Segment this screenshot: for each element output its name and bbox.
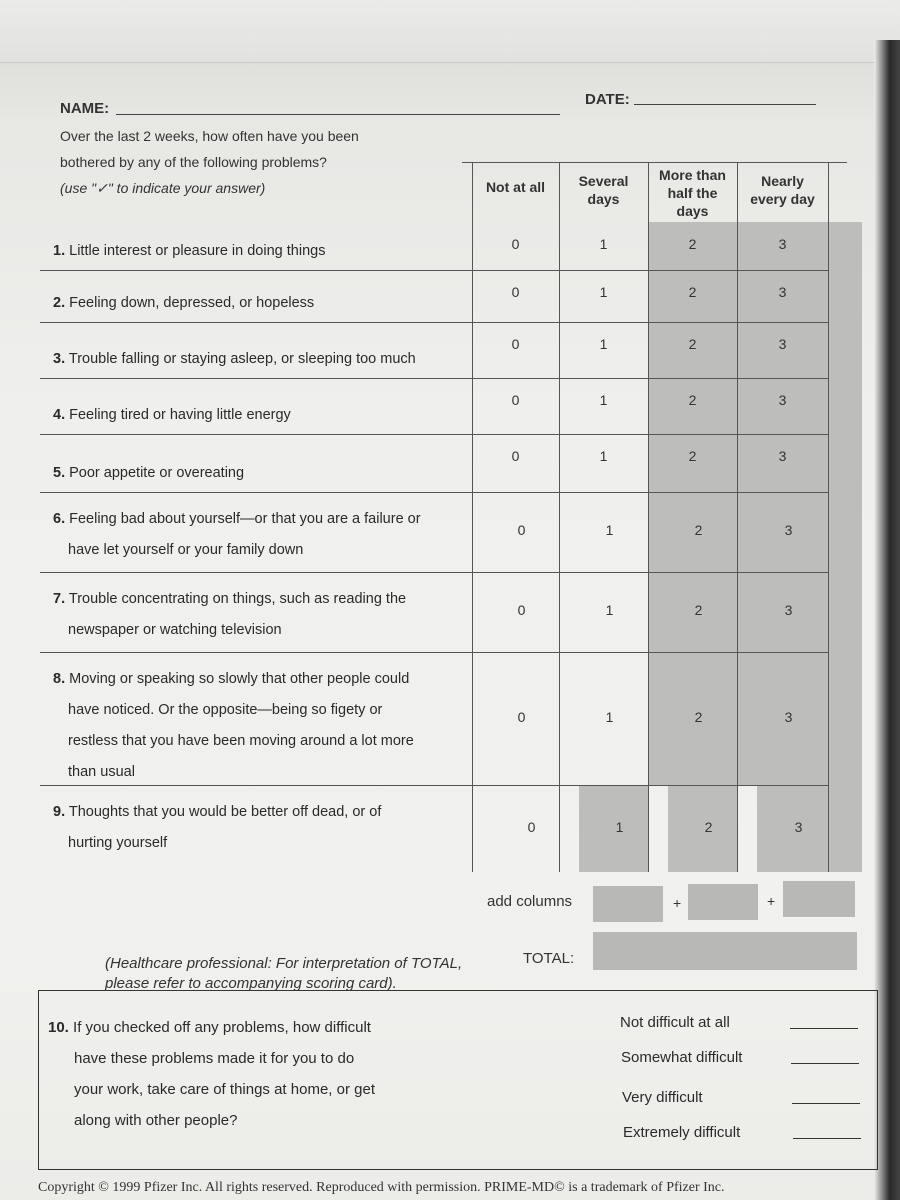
answer-option[interactable]: 2 [694,522,703,538]
q10-line [74,1105,237,1136]
answer-option[interactable]: 3 [778,284,787,300]
shaded-cell [737,378,862,434]
answer-option[interactable]: 0 [511,284,520,300]
shaded-cell [737,270,862,322]
add-columns-label: add columns [487,893,573,910]
answer-option[interactable]: 1 [615,818,624,835]
difficulty-option-2: Very difficult [622,1089,703,1106]
intro-line-3: (use "✓" to indicate your answer) [60,180,266,196]
question-number: 1. [53,243,66,259]
answer-option[interactable]: 2 [688,236,697,252]
answer-option[interactable]: 3 [794,818,803,835]
intro-line-1: Over the last 2 weeks, how often have you been [60,128,359,144]
answer-option[interactable]: 3 [778,392,787,408]
question-text: Little interest or pleasure in doing things [69,243,326,259]
answer-option[interactable]: 0 [511,448,520,464]
difficulty-answer-line-3[interactable] [793,1138,861,1139]
q10-line [48,1012,371,1043]
answer-option[interactable]: 3 [778,336,787,352]
column-header-line: Nearly [761,173,804,189]
question-text: Poor appetite or overeating [69,465,245,481]
total-label: TOTAL: [523,950,575,967]
q10-line [74,1074,375,1105]
answer-option[interactable]: 0 [527,818,536,835]
question-number: 7. [53,591,66,607]
name-label: NAME: [60,100,110,117]
question-text: Moving or speaking so slowly that other people could [69,671,410,687]
row-divider [40,492,828,493]
column-header-2 [648,166,737,220]
column-header-0 [472,178,559,196]
difficulty-option-1: Somewhat difficult [621,1049,743,1066]
question-text: Feeling bad about yourself—or that you are a failure or [69,511,421,527]
question-8 [53,664,473,788]
answer-option[interactable]: 2 [694,708,703,725]
date-field-line[interactable] [634,90,816,105]
copyright-footer: Copyright © 1999 Pfizer Inc. All rights reserved. Reproduced with permission. PRIME-MD© is a trademark of Pfizer Inc. [38,1180,725,1195]
column-header-line: days [587,191,620,207]
answer-option[interactable]: 0 [517,602,526,618]
answer-option[interactable]: 1 [599,392,608,408]
question-number: 6. [53,511,66,527]
difficulty-option-3: Extremely difficult [623,1124,741,1141]
q10-text: along with other people? [74,1112,238,1129]
grid-vline [828,162,829,872]
shaded-cell [737,222,862,270]
question-text: Thoughts that you would be better off dead, or of [68,804,382,820]
question-6 [53,504,473,566]
scoring-note-line-1: (Healthcare professional: For interpretation of TOTAL, [105,955,463,972]
answer-option[interactable]: 3 [778,448,787,464]
answer-option[interactable]: 2 [688,284,697,300]
difficulty-option-0: Not difficult at all [620,1014,730,1031]
answer-option[interactable]: 2 [688,448,697,464]
question-text: newspaper or watching television [68,622,282,638]
question-text: than usual [68,764,135,780]
question-text: have noticed. Or the opposite—being so figety or [68,702,383,718]
question-text: Feeling tired or having little energy [69,407,291,423]
question-number: 9. [53,804,66,820]
answer-option[interactable]: 3 [784,602,793,618]
answer-option[interactable]: 0 [511,392,520,408]
sum-box-3[interactable] [783,881,855,917]
answer-option[interactable]: 1 [599,448,608,464]
answer-option[interactable]: 2 [694,602,703,618]
answer-option[interactable]: 0 [511,236,520,252]
intro-line-2: bothered by any of the following problems? [60,154,327,170]
answer-option[interactable]: 3 [778,236,787,252]
column-header-line: Not at all [485,179,546,195]
question-3 [53,344,473,375]
answer-option[interactable]: 1 [605,522,614,538]
question-1 [53,236,473,267]
column-header-line: Several [578,173,629,189]
answer-option[interactable]: 1 [599,236,608,252]
grid-hline [462,162,847,163]
question-9 [53,797,473,859]
grid-vline [559,162,560,872]
q10-text: your work, take care of things at home, or get [74,1081,375,1098]
row-divider [40,270,828,271]
answer-option[interactable]: 1 [599,284,608,300]
q10-line [74,1043,354,1074]
question-4 [53,400,473,431]
answer-option[interactable]: 1 [605,708,614,725]
column-header-1 [559,172,648,208]
plus-sign-1: + [673,895,682,911]
question-7 [53,584,473,646]
sum-box-2[interactable] [688,884,758,920]
grid-vline [737,162,738,872]
answer-option[interactable]: 0 [511,336,520,352]
question-number: 3. [53,351,66,367]
question-text: hurting yourself [68,835,168,851]
plus-sign-2: + [767,893,776,909]
shaded-cell [737,434,862,492]
difficulty-answer-line-1[interactable] [791,1063,859,1064]
answer-option[interactable]: 2 [688,336,697,352]
answer-option[interactable]: 1 [599,336,608,352]
question-number: 5. [53,465,66,481]
total-box[interactable] [593,932,857,970]
sum-box-1[interactable] [593,886,663,922]
name-field-line[interactable] [116,100,560,115]
column-header-line: every day [750,191,815,207]
answer-option[interactable]: 0 [517,708,526,725]
answer-option[interactable]: 2 [704,818,713,835]
q10-number: 10. [48,1019,69,1036]
column-header-3 [737,172,828,208]
answer-option[interactable]: 3 [784,522,793,538]
question-text: Trouble concentrating on things, such as reading the [68,591,407,607]
row-divider [40,322,828,323]
question-text: have let yourself or your family down [68,542,304,558]
column-header-line: More than [659,167,726,183]
q10-text: have these problems made it for you to do [74,1050,355,1067]
row-divider [40,572,828,573]
difficulty-answer-line-2[interactable] [792,1103,860,1104]
column-header-line: half the [667,185,718,201]
question-text: Trouble falling or staying asleep, or sleeping too much [68,351,416,367]
shaded-cell [737,322,862,378]
answer-option[interactable]: 3 [784,708,793,725]
q10-text: If you checked off any problems, how difficult [73,1019,371,1036]
row-divider [40,378,828,379]
question-number: 8. [53,671,66,687]
question-number: 4. [53,407,66,423]
row-divider [40,434,828,435]
answer-option[interactable]: 0 [517,522,526,538]
question-5 [53,458,473,489]
column-header-line: days [676,203,709,219]
answer-option[interactable]: 2 [688,392,697,408]
answer-option[interactable]: 1 [605,602,614,618]
grid-vline [648,162,649,872]
row-divider [40,652,828,653]
question-text: restless that you have been moving around a lot more [68,733,414,749]
scoring-note-line-2: please refer to accompanying scoring card). [105,975,397,992]
difficulty-answer-line-0[interactable] [790,1028,858,1029]
top-paper-strip [0,0,900,63]
question-text: Feeling down, depressed, or hopeless [69,295,315,311]
question-number: 2. [53,295,66,311]
question-2 [53,288,473,319]
date-label: DATE: [585,91,630,108]
